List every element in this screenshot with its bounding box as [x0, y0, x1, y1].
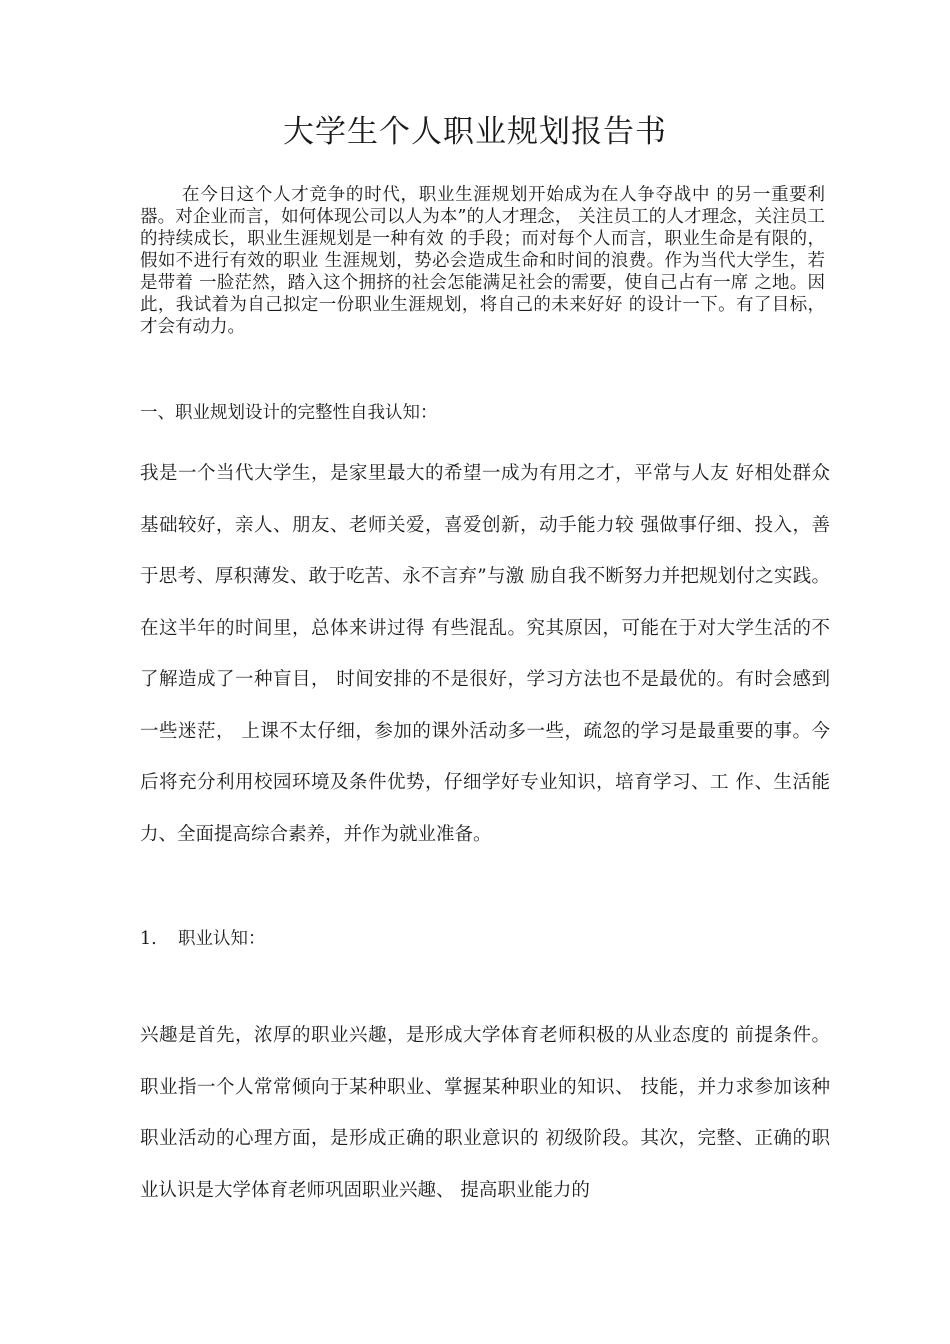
document-title: 大学生个人职业规划报告书: [283, 114, 667, 150]
section-heading-career-awareness: [140, 926, 825, 952]
section-number: 1.: [140, 929, 157, 949]
section-heading-self-awareness: 一、职业规划设计的完整性自我认知：: [140, 403, 438, 423]
intro-paragraph: 在今日这个人才竞争的时代，职业生涯规划开始成为在人争夺战中 的另一重要利器。对企业而言，如何体现公司以人为本”的人才理念， 关注员工的人才理念，关注员工的持续成长，职业生涯规划是一种有效 的手段；而对每个人而言，职业生命是有限的，假如不进行有效的职业 生涯规划，势必会造成生命和时间的浪费。作为当代大学生，若是带着 一脸茫然，踏入这个拥挤的社会怎能满足社会的需要，使自己占有一席 之地。因此，我试着为自己拟定一份职业生涯规划，将自己的未来好好 的设计一下。有了目标，才会有动力。: [140, 185, 825, 337]
section-heading-text: 职业认知：: [178, 929, 266, 949]
career-awareness-paragraph: 兴趣是首先，浓厚的职业兴趣，是形成大学体育老师积极的从业态度的 前提条件。职业指一个人常常倾向于某种职业、掌握某种职业的知识、 技能，并力求参加该种职业活动的心理方面，是形成正确的职业意识的 初级阶段。其次，完整、正确的职业认识是大学体育老师巩固职业兴趣、 提高职业能力的: [140, 1025, 830, 1201]
self-awareness-paragraph: 我是一个当代大学生，是家里最大的希望一成为有用之才，平常与人友 好相处群众基础较好，亲人、朋友、老师关爱，喜爱创新，动手能力较 强做事仔细、投入，善于思考、厚积薄发、敢于吃苦、永不言弃”与激 励自我不断努力并把规划付之实践。在这半年的时间里，总体来讲过得 有些混乱。究其原因，可能在于对大学生活的不了解造成了一种盲目， 时间安排的不是很好，学习方法也不是最优的。有时会感到一些迷茫， 上课不太仔细，参加的课外活动多一些，疏忽的学习是最重要的事。今 后将充分利用校园环境及条件优势，仔细学好专业知识，培育学习、工 作、生活能力、全面提高综合素养，并作为就业准备。: [140, 463, 830, 845]
